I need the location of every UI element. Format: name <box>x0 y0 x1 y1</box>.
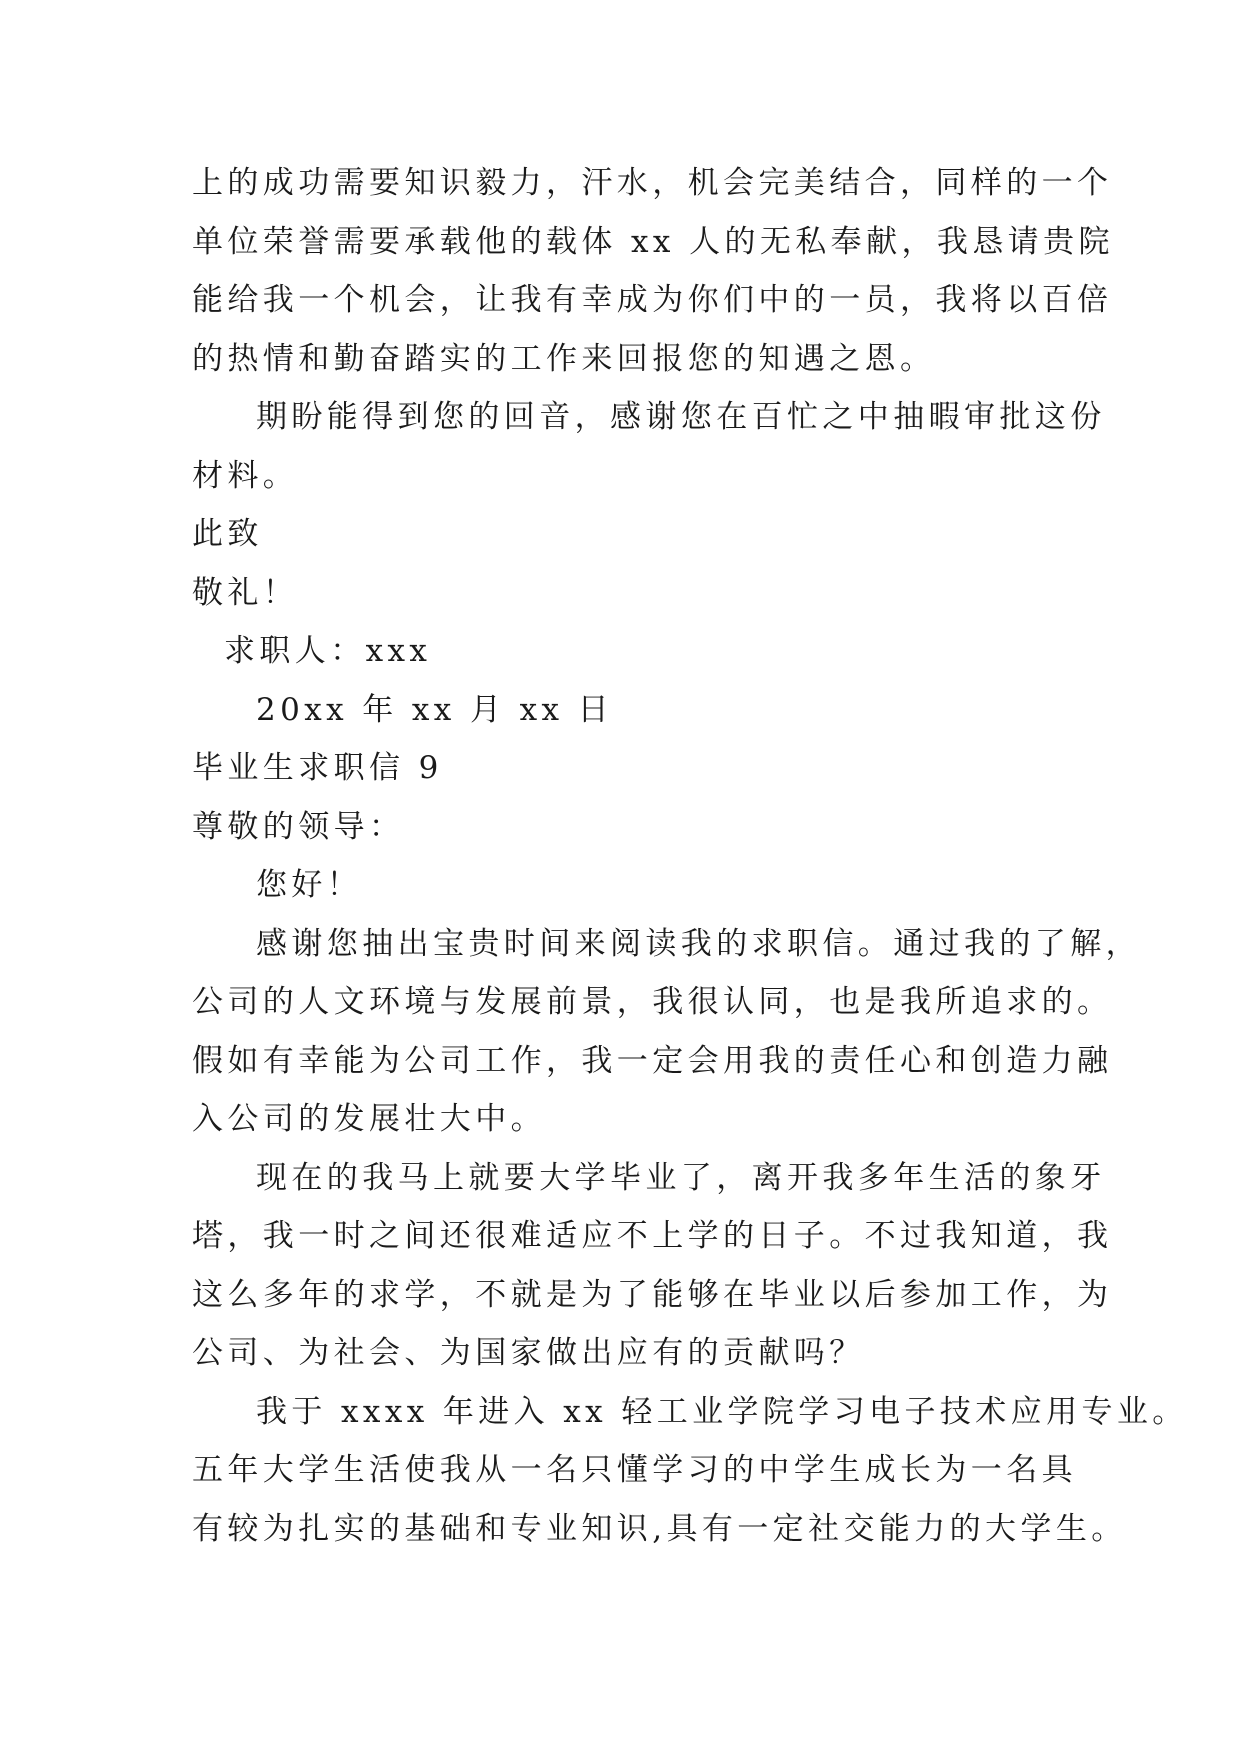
letter-date: 20xx 年 xx 月 xx 日 <box>256 691 614 728</box>
text-line: 假如有幸能为公司工作，我一定会用我的责任心和创造力融 <box>192 1042 1113 1079</box>
text-line: 的热情和勤奋踏实的工作来回报您的知遇之恩。 <box>192 340 936 377</box>
applicant-signature: 求职人：xxx <box>224 633 432 669</box>
text-line: 材料。 <box>192 457 299 494</box>
text-line: 现在的我马上就要大学毕业了，离开我多年生活的象牙 <box>256 1159 1106 1196</box>
text-line: 有较为扎实的基础和专业知识,具有一定社交能力的大学生。 <box>192 1510 1127 1547</box>
text-line: 我于 xxxx 年进入 xx 轻工业学院学习电子技术应用专业。 <box>256 1393 1188 1430</box>
text-line: 单位荣誉需要承载他的载体 xx 人的无私奉献，我恳请贵院 <box>192 223 1114 260</box>
text-line: 五年大学生活使我从一名只懂学习的中学生成长为一名具 <box>192 1452 1077 1488</box>
text-line: 入公司的发展壮大中。 <box>192 1101 546 1137</box>
greeting: 尊敬的领导： <box>192 808 405 845</box>
text-line: 感谢您抽出宝贵时间来阅读我的求职信。通过我的了解， <box>256 925 1141 962</box>
text-line: 公司、为社会、为国家做出应有的贡献吗？ <box>192 1335 865 1371</box>
text-line: 这么多年的求学，不就是为了能够在毕业以后参加工作，为 <box>192 1276 1113 1313</box>
closing-salutation: 此致 <box>192 516 263 552</box>
text-line: 公司的人文环境与发展前景，我很认同，也是我所追求的。 <box>192 984 1113 1020</box>
text-line: 塔，我一时之间还很难适应不上学的日子。不过我知道，我 <box>192 1218 1113 1254</box>
closing-regards: 敬礼！ <box>192 574 299 611</box>
greeting-hello: 您好！ <box>256 867 363 903</box>
letter-body <box>192 154 1188 1558</box>
text-line: 期盼能得到您的回音，感谢您在百忙之中抽暇审批这份 <box>256 399 1106 435</box>
text-line: 上的成功需要知识毅力，汗水，机会完美结合，同样的一个 <box>192 165 1113 201</box>
text-line: 能给我一个机会，让我有幸成为你们中的一员，我将以百倍 <box>192 282 1113 318</box>
section-heading: 毕业生求职信 9 <box>192 750 443 786</box>
